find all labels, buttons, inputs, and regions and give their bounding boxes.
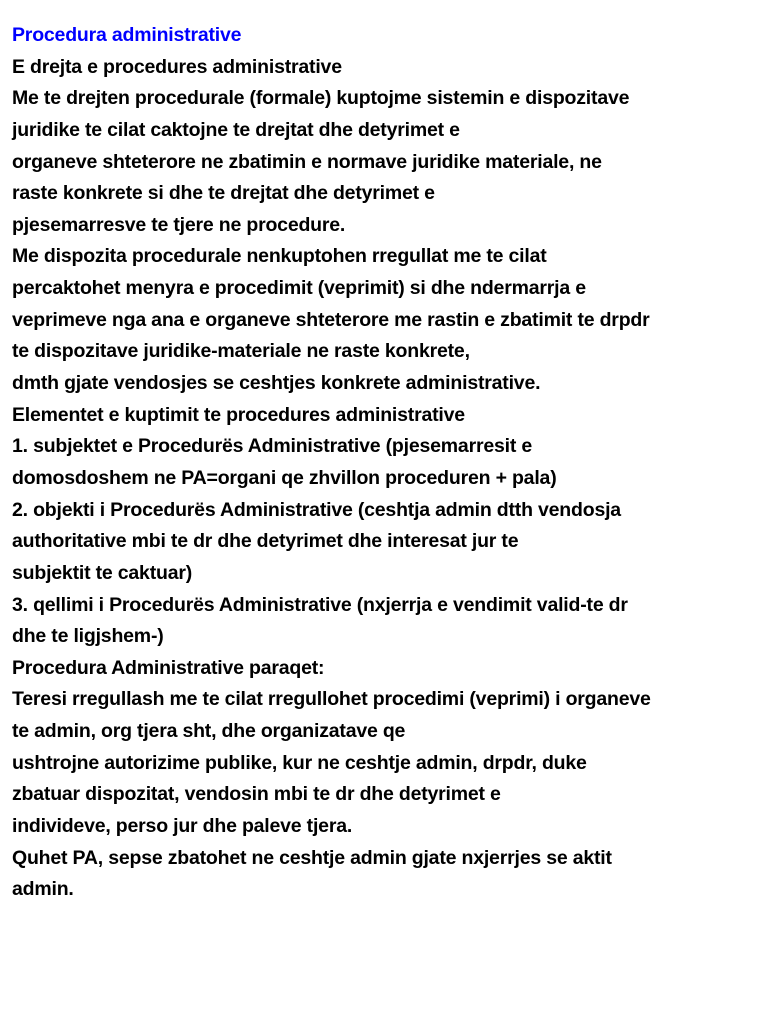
text-line: Teresi rregullash me te cilat rregullohet procedimi (veprimi) i organeve: [12, 688, 651, 711]
text-line: pjesemarresve te tjere ne procedure.: [12, 213, 346, 236]
text-line: 2. objekti i Procedurës Administrative (ceshtja admin dtth vendosja: [12, 498, 621, 521]
text-line: 3. qellimi i Procedurës Administrative (nxjerrja e vendimit valid-te dr: [12, 593, 628, 616]
text-line: veprimeve nga ana e organeve shteterore me rastin e zbatimit te drpdr: [12, 308, 650, 331]
text-line: dmth gjate vendosjes se ceshtjes konkrete administrative.: [12, 372, 541, 395]
text-line: percaktohet menyra e procedimit (veprimit) si dhe ndermarrja e: [12, 277, 586, 300]
text-line: 1. subjektet e Procedurës Administrative (pjesemarresit e: [12, 435, 533, 458]
text-line: dhe te ligjshem-): [12, 625, 164, 648]
text-line: Elementet e kuptimit te procedures administrative: [12, 403, 465, 426]
text-line: Me te drejten procedurale (formale) kuptojme sistemin e dispozitave: [12, 87, 630, 110]
document-page: [12, 20, 762, 906]
text-line: individeve, perso jur dhe paleve tjera.: [12, 815, 353, 838]
text-line: domosdoshem ne PA=organi qe zhvillon proceduren + pala): [12, 466, 557, 489]
text-line: E drejta e procedures administrative: [12, 55, 342, 78]
text-line: authoritative mbi te dr dhe detyrimet dhe interesat jur te: [12, 530, 519, 553]
text-line: zbatuar dispozitat, vendosin mbi te dr dhe detyrimet e: [12, 783, 501, 806]
text-line: juridike te cilat caktojne te drejtat dhe detyrimet e: [12, 118, 460, 141]
text-line: organeve shteterore ne zbatimin e normave juridike materiale, ne: [12, 150, 602, 173]
text-line: ushtrojne autorizime publike, kur ne ceshtje admin, drpdr, duke: [12, 751, 587, 774]
document-title: Procedura administrative: [12, 24, 242, 46]
text-line: admin.: [12, 878, 74, 901]
text-line: Quhet PA, sepse zbatohet ne ceshtje admin gjate nxjerrjes se aktit: [12, 846, 612, 869]
text-line: raste konkrete si dhe te drejtat dhe detyrimet e: [12, 182, 435, 205]
text-line: Me dispozita procedurale nenkuptohen rregullat me te cilat: [12, 245, 547, 268]
text-line: te admin, org tjera sht, dhe organizatave qe: [12, 720, 406, 743]
text-line: Procedura Administrative paraqet:: [12, 656, 325, 679]
text-line: te dispozitave juridike-materiale ne raste konkrete,: [12, 340, 470, 363]
text-line: subjektit te caktuar): [12, 561, 193, 584]
